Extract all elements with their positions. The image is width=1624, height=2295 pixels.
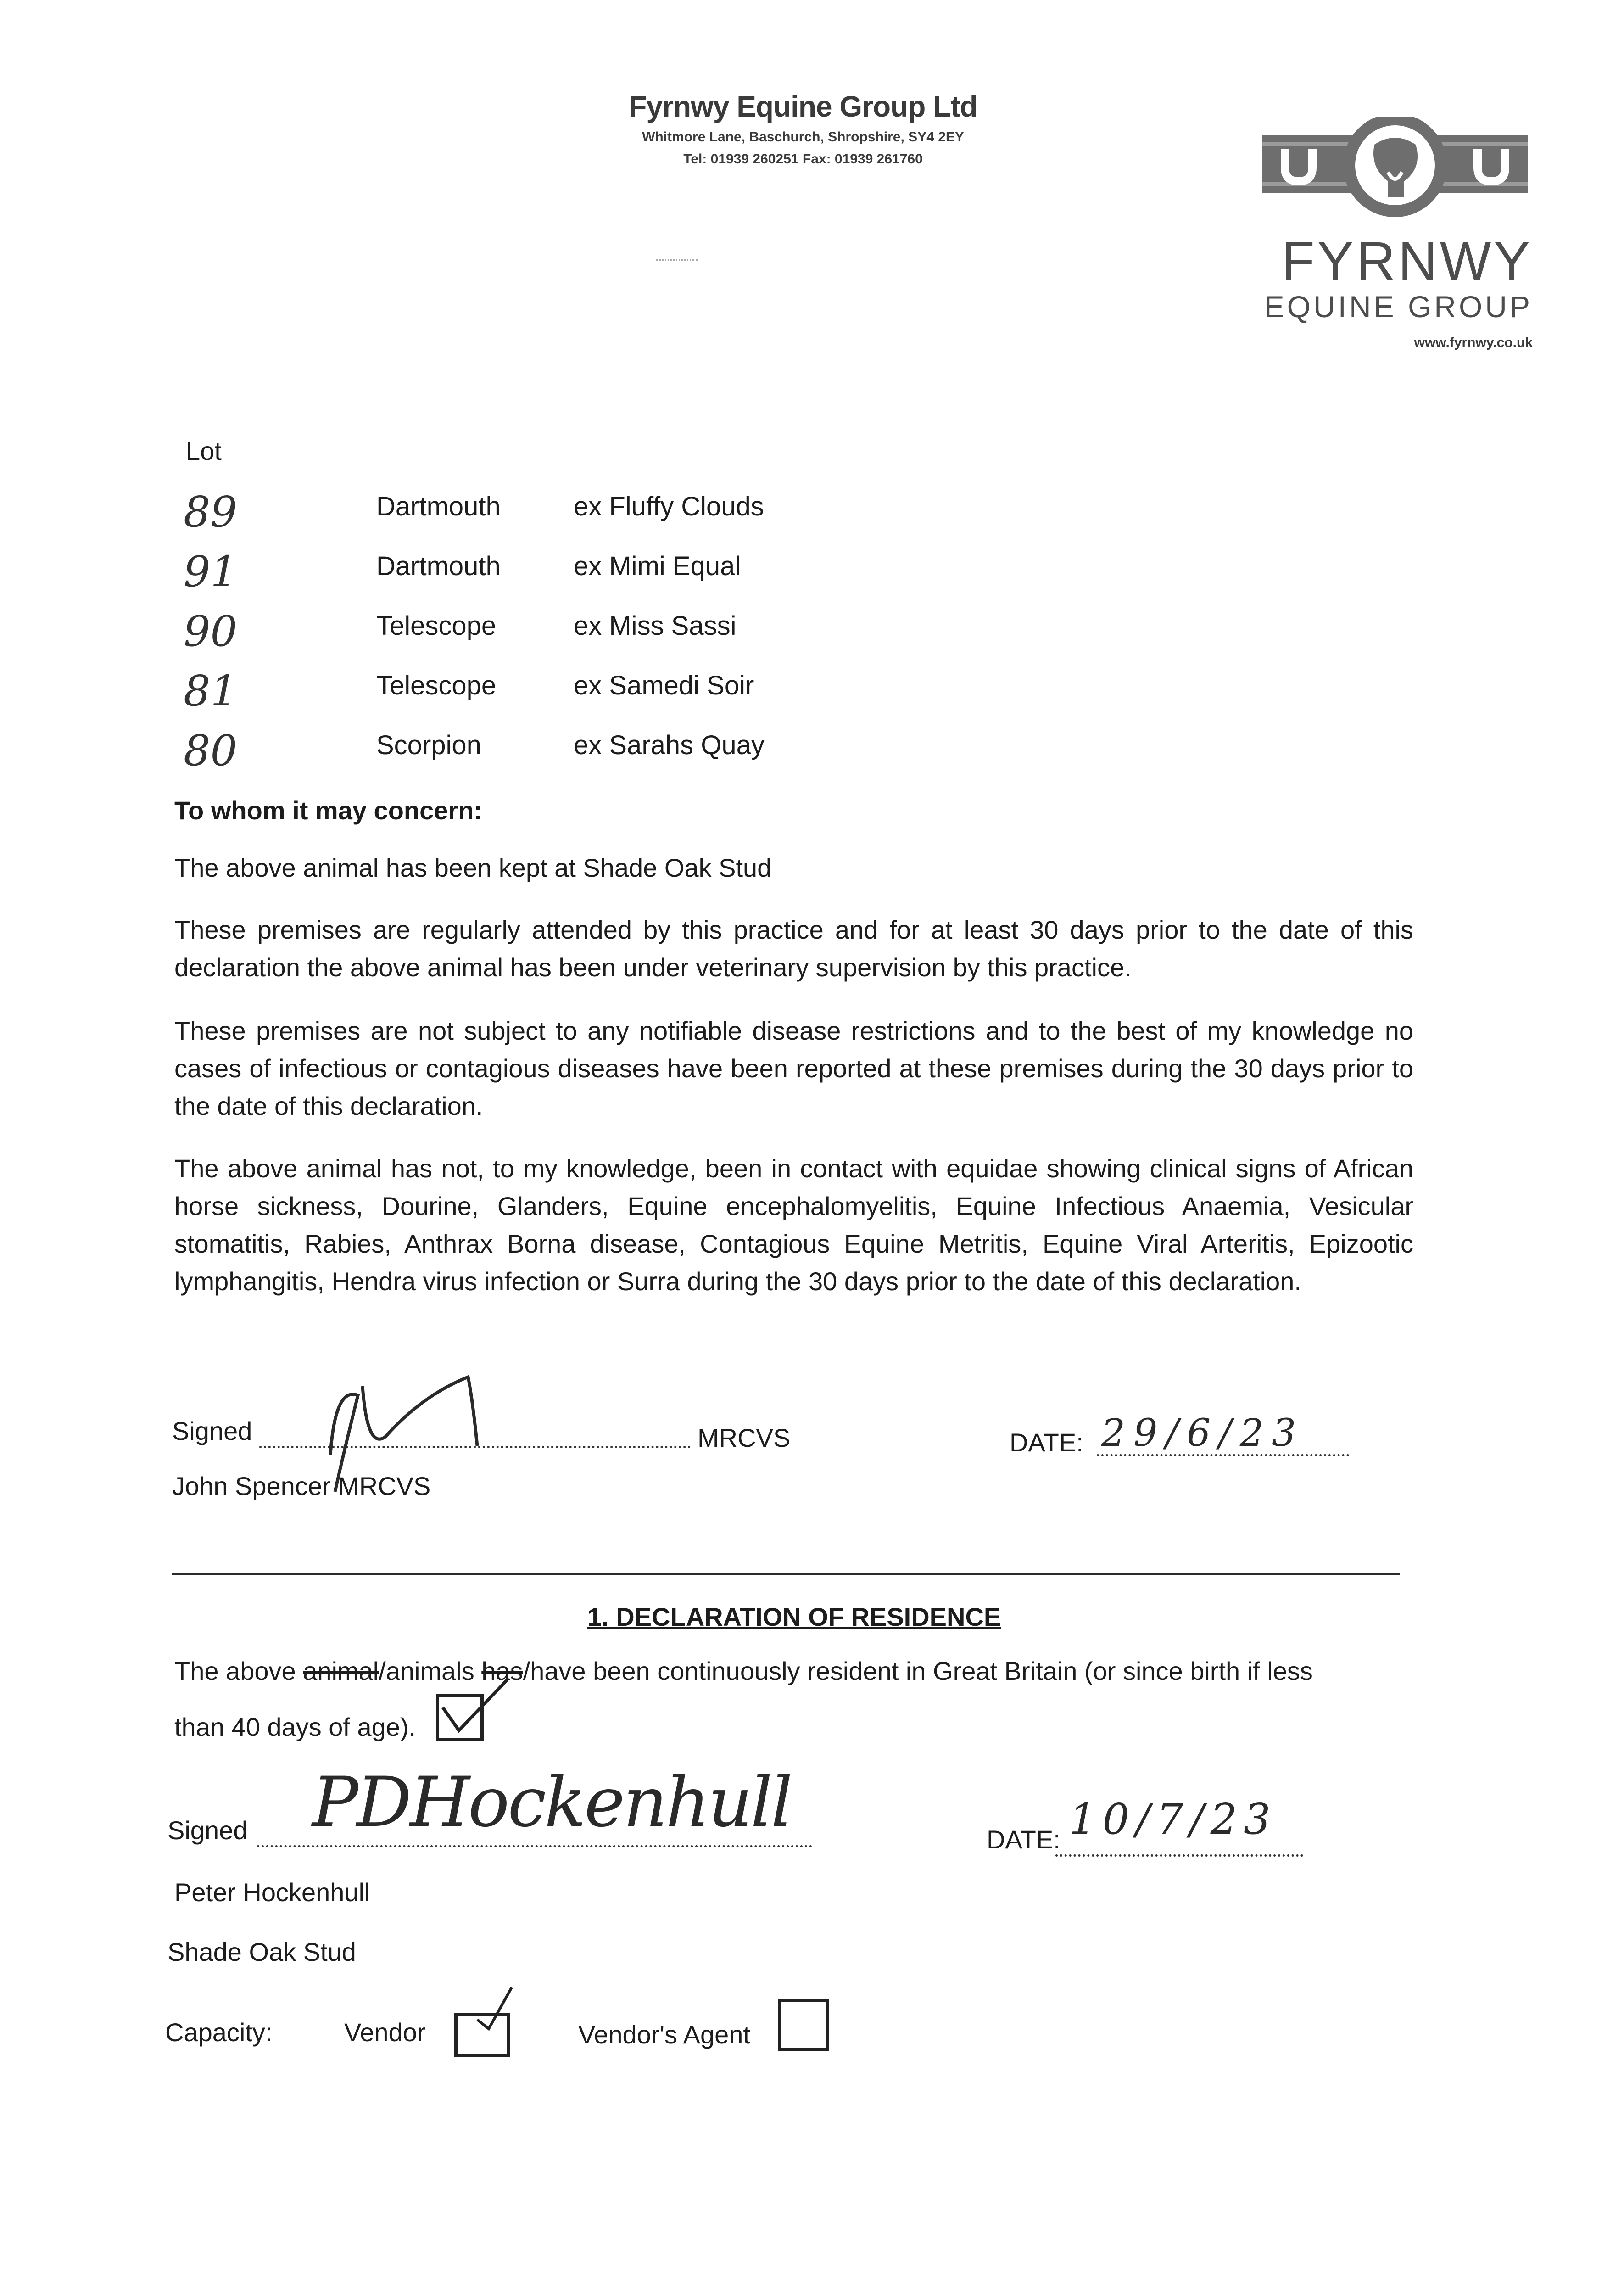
capacity-label: Capacity: — [165, 2018, 273, 2047]
struck-word: has — [481, 1657, 523, 1685]
vet-name: John Spencer MRCVS — [172, 1472, 431, 1500]
lot-row — [0, 487, 1624, 546]
owner-signed-label: Signed — [167, 1816, 248, 1845]
divider — [172, 1573, 1400, 1575]
residence-statement-cont: than 40 days of age). — [174, 1713, 416, 1741]
residence-text: /animals — [379, 1657, 482, 1685]
scan-speck — [656, 259, 698, 265]
lot-number: 81 — [184, 666, 238, 716]
lot-sire: Scorpion — [376, 730, 481, 760]
residence-statement — [174, 1652, 1441, 1690]
owner-organisation: Shade Oak Stud — [167, 1937, 356, 1966]
checkmark-icon — [468, 1978, 523, 2033]
lot-number: 91 — [184, 547, 238, 596]
lot-sire: Telescope — [376, 671, 497, 700]
disease-restrictions-statement: These premises are not subject to any notifiable disease restrictions and to the best of my knowledge no cases of infectious or contagious diseases have been reported at these premises during the 30 days prior to the date of this declaration. — [174, 1016, 1413, 1120]
lot-sire: Telescope — [376, 611, 497, 641]
lot-sire: Dartmouth — [376, 492, 501, 521]
company-address: Whitmore Lane, Baschurch, Shropshire, SY4 2EY — [642, 129, 964, 145]
owner-date-line — [1055, 1854, 1303, 1857]
company-name: Fyrnwy Equine Group Ltd — [629, 90, 977, 123]
lot-row — [0, 547, 1624, 606]
lot-dam: ex Fluffy Clouds — [574, 492, 764, 521]
vet-mrcvs-suffix: MRCVS — [698, 1423, 791, 1452]
lot-number: 80 — [184, 726, 238, 775]
declaration-title: 1. DECLARATION OF RESIDENCE — [587, 1602, 1001, 1631]
lot-dam: ex Mimi Equal — [574, 551, 741, 581]
vet-date-label: DATE: — [1010, 1428, 1083, 1457]
vendor-agent-label: Vendor's Agent — [578, 2020, 750, 2049]
lot-sire: Dartmouth — [376, 551, 501, 581]
salutation: To whom it may concern: — [174, 796, 483, 825]
lot-heading: Lot — [186, 437, 222, 465]
struck-word: animal — [303, 1657, 379, 1685]
brand-subtitle: EQUINE GROUP — [1264, 290, 1533, 324]
owner-name: Peter Hockenhull — [174, 1878, 370, 1907]
brand-name: FYRNWY — [1281, 231, 1533, 291]
lot-row — [0, 607, 1624, 666]
lot-dam: ex Samedi Soir — [574, 671, 754, 700]
lot-dam: ex Miss Sassi — [574, 611, 737, 641]
contact-statement: The above animal has not, to my knowledge, been in contact with equidae showing clinical signs of African horse sickness, Dourine, Glanders, Equine encephalomyelitis, Equine Infectious Anaemia, Vesicular stomatitis, Rabies, Anthrax Borna disease, Contagious Equine Metritis, Equine Viral Arteritis, Epizootic lymphangitis, Hendra virus infection or Surra during the 30 days prior to the date of this declaration. — [174, 1154, 1413, 1296]
horseshoe-logo-icon — [1257, 117, 1533, 223]
kept-at-statement: The above animal has been kept at Shade Oak Stud — [174, 853, 772, 882]
lot-row — [0, 726, 1624, 785]
lot-dam: ex Sarahs Quay — [574, 730, 765, 760]
residence-text: /have been continuously resident in Great Britain (or since birth if less — [523, 1657, 1313, 1685]
website: www.fyrnwy.co.uk — [1414, 335, 1533, 350]
checkmark-icon — [438, 1675, 512, 1740]
owner-signature: PDHockenhull — [312, 1763, 791, 1842]
owner-signature-line — [257, 1845, 812, 1847]
lot-number: 89 — [184, 487, 238, 537]
lot-row — [0, 666, 1624, 725]
supervision-statement: These premises are regularly attended by this practice and for at least 30 days prior to the date of this declaration the above animal has been under veterinary supervision by this practice. — [174, 915, 1413, 982]
lot-number: 90 — [184, 607, 238, 656]
owner-date-value: 10/7/23 — [1069, 1795, 1277, 1844]
vendor-label: Vendor — [344, 2018, 426, 2047]
vet-signed-label: Signed — [172, 1416, 252, 1445]
company-phone: Tel: 01939 260251 Fax: 01939 261760 — [683, 151, 923, 167]
vendor-agent-checkbox[interactable] — [778, 1999, 829, 2051]
vet-date-value: 29/6/23 — [1101, 1411, 1305, 1455]
owner-date-label: DATE: — [987, 1825, 1060, 1854]
residence-text: The above — [174, 1657, 303, 1685]
